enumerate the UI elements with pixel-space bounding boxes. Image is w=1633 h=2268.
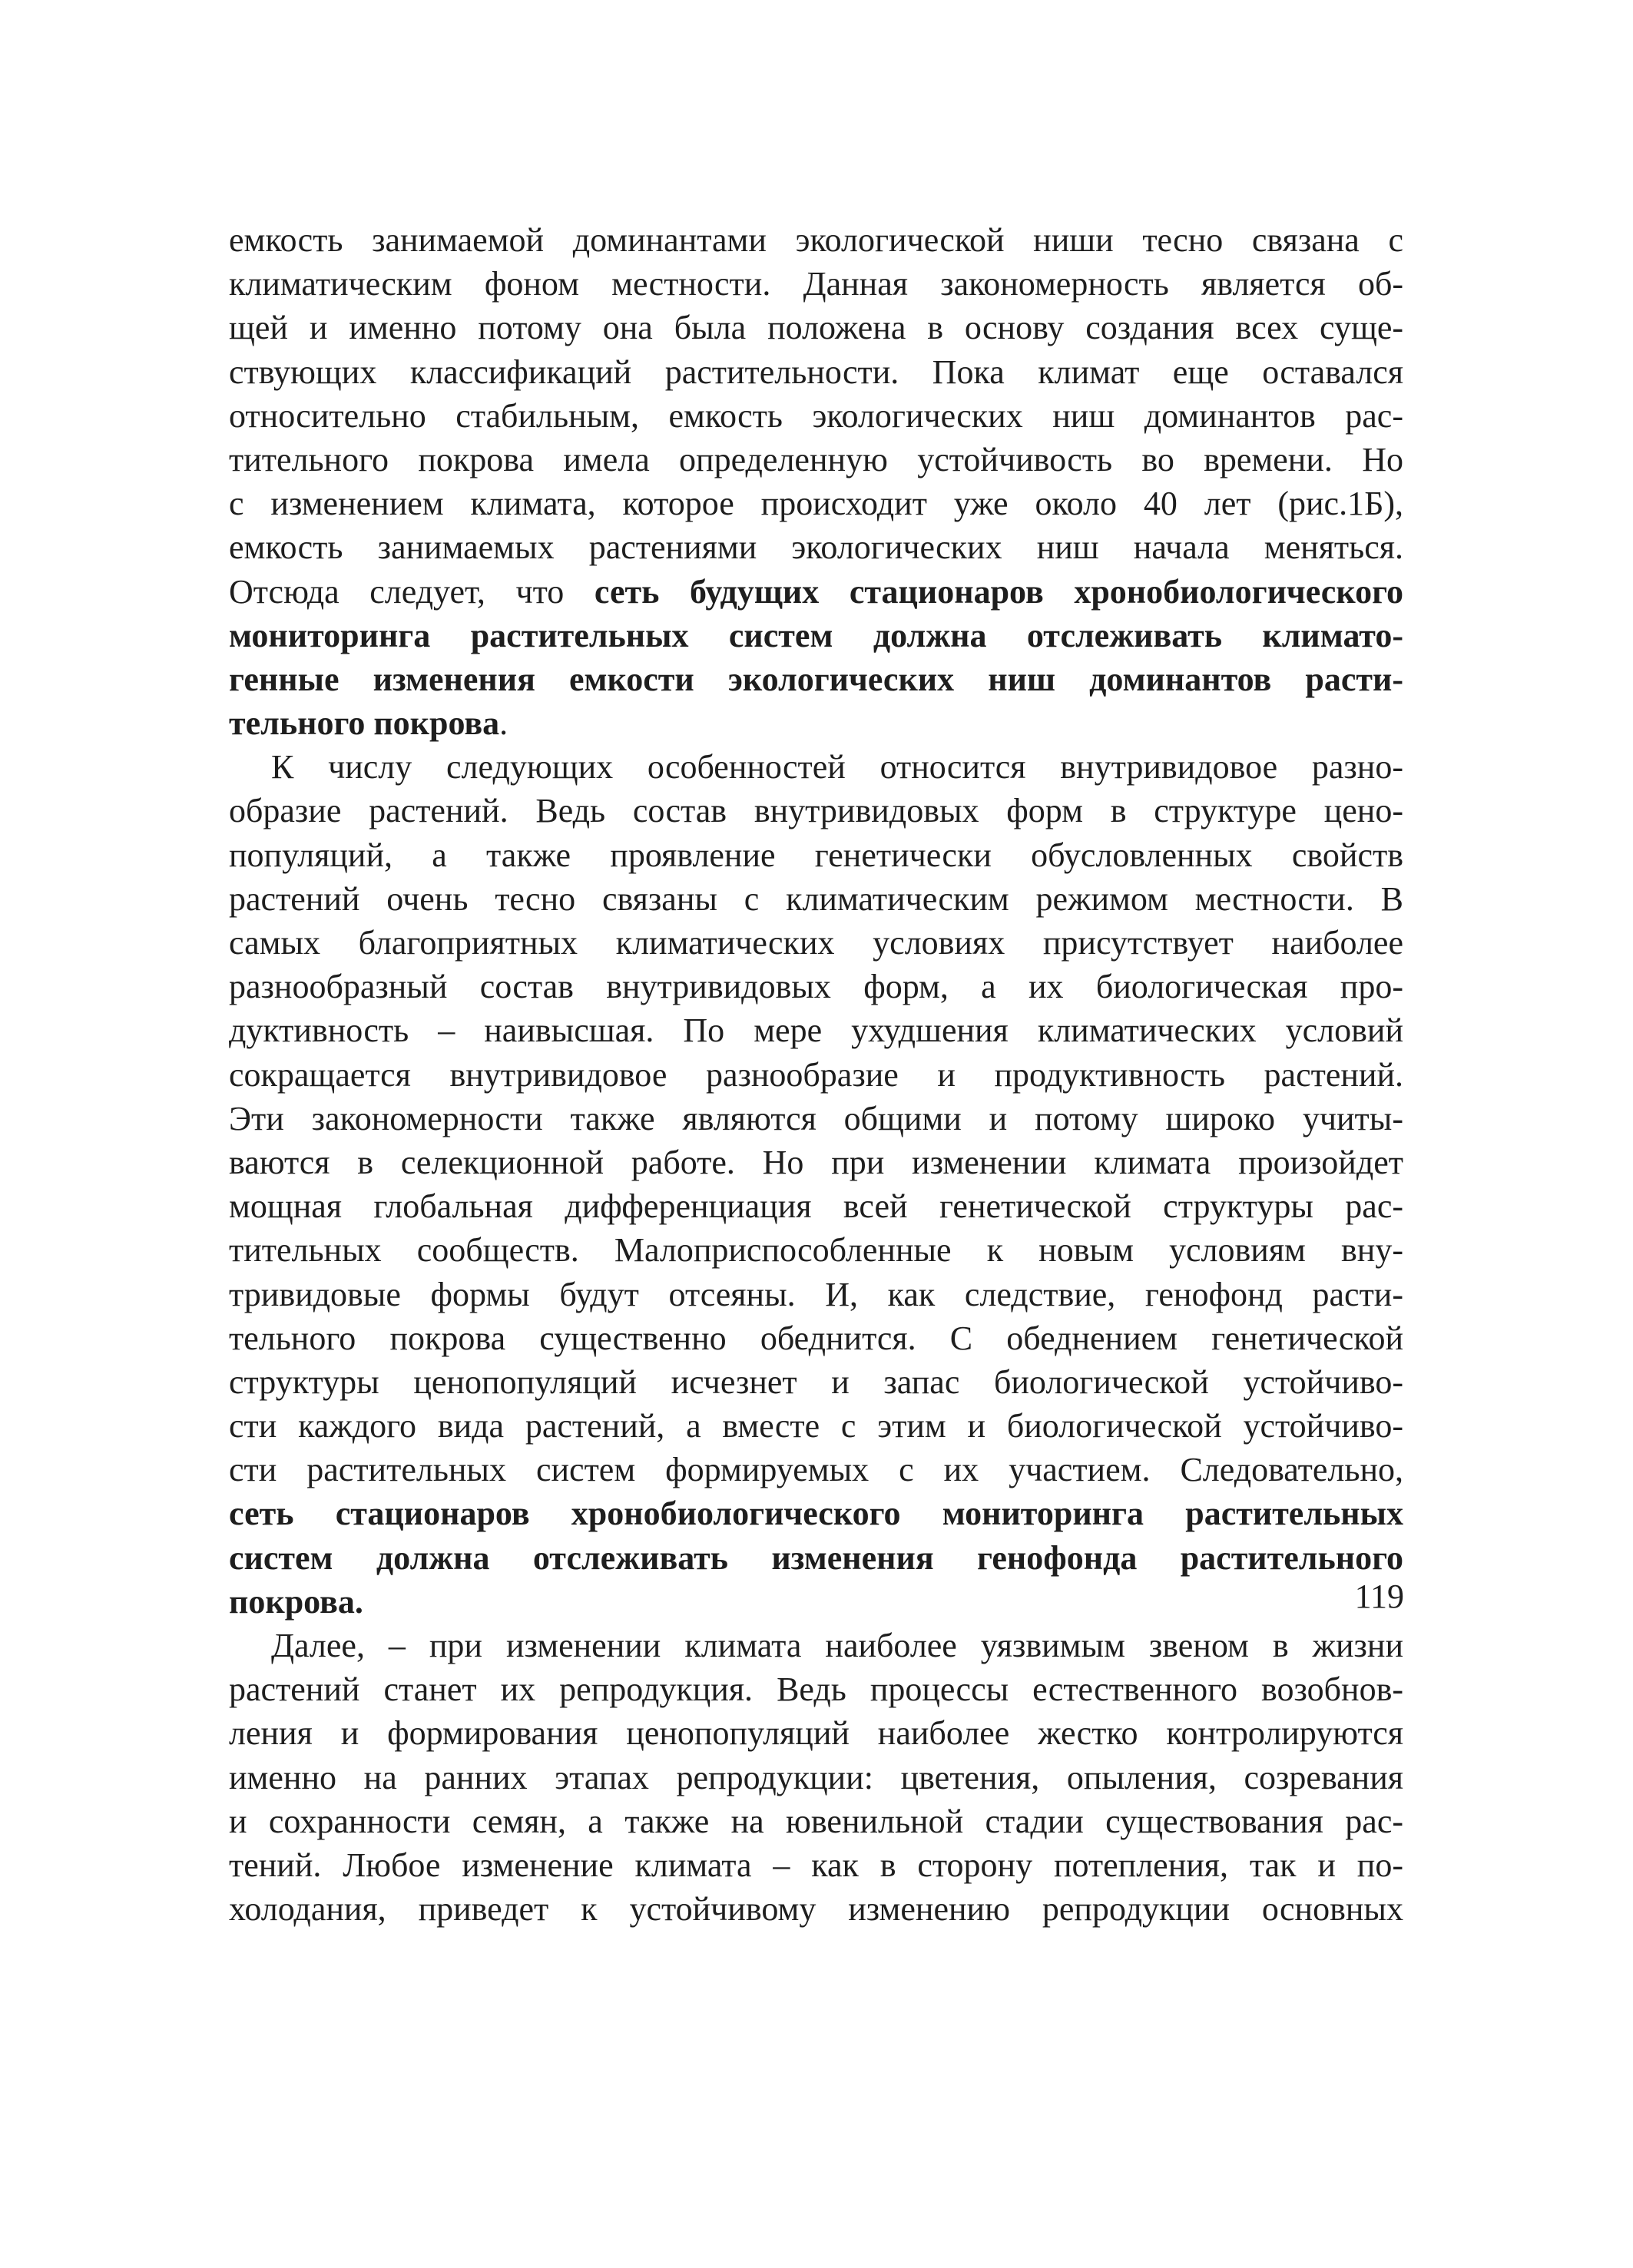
text-line [229,438,1403,482]
text-line [229,1624,1403,1667]
text-run: тений. Любое изменение климата – как в сторону потепления, так и по- [229,1846,1403,1884]
text-line [229,789,1403,833]
text-run: мощная глобальная дифференциация всей генетической структуры рас- [229,1187,1403,1226]
text-line [229,1756,1403,1800]
text-run: именно на ранних этапах репродукции: цветения, опыления, созревания [229,1758,1403,1796]
text-line [229,1316,1403,1360]
text-line [229,657,1403,701]
text-line [229,306,1403,349]
text-run: ствующих классификаций растительности. Пока климат еще оставался [229,353,1403,391]
text-line [229,877,1403,921]
text-line [229,1711,1403,1755]
text-run: структуры ценопопуляций исчезнет и запас биологической устойчиво- [229,1362,1403,1401]
text-run: тривидовые формы будут отсеяны. И, как следствие, генофонд расти- [229,1275,1403,1313]
text-line [229,965,1403,1008]
text-line [229,1360,1403,1404]
text-run: емкость занимаемой доминантами экологической ниши тесно связана с [229,221,1403,259]
text-line [229,1141,1403,1184]
text-run: с изменением климата, которое происходит уже около 40 лет (рис.1Б), [229,485,1403,523]
text-run: тительного покрова имела определенную устойчивость во времени. Но [229,440,1403,478]
text-line [229,1492,1403,1535]
text-line [229,525,1403,569]
text-run: тельного покрова существенно обеднится. С обеднением генетической [229,1319,1403,1357]
text-line [229,1536,1403,1580]
text-run: Далее, – при изменении климата наиболее уязвимым звеном в жизни [271,1627,1403,1664]
text-run: холодания, приведет к устойчивому изменению репродукции основных [229,1890,1403,1929]
text-run: сти растительных систем формируемых с их участием. Следовательно, [229,1451,1403,1489]
text-line [229,701,1403,745]
text-line [229,1273,1403,1316]
text-run: образие растений. Ведь состав внутривидовых форм в структуре цено- [229,792,1403,830]
text-run: и сохранности семян, а также на ювенильной стадии существования рас- [229,1802,1403,1840]
text-run: климатическим фоном местности. Данная закономерность является об- [229,265,1403,303]
text-line [229,614,1403,657]
text-line [229,1053,1403,1097]
page-number: 119 [1354,1578,1404,1615]
text-line [229,1667,1403,1711]
text-run: ваются в селекционной работе. Но при изменении климата произойдет [229,1143,1403,1181]
bold-text-run: сеть стационаров хронобиологического мониторинга растительных [229,1495,1403,1533]
text-line [229,1580,1403,1624]
text-line [229,1097,1403,1141]
text-line [229,1184,1403,1228]
text-line [229,482,1403,525]
paragraph [229,218,1403,745]
text-line [229,1448,1403,1492]
text-run: популяций, а также проявление генетически обусловленных свойств [229,836,1403,874]
bold-text-run: генные изменения емкости экологических ниш доминантов расти- [229,660,1403,698]
text-run: сокращается внутривидовое разнообразие и продуктивность растений. [229,1055,1403,1094]
text-line [229,1228,1403,1272]
text-run: К числу следующих особенностей относится внутривидовое разно- [271,748,1403,786]
bold-text-run: сеть будущих стационаров хронобиологического [594,572,1403,611]
text-line [229,745,1403,789]
text-run: Отсюда следует, что [229,572,595,611]
text-run: емкость занимаемых растениями экологических ниш начала меняться. [229,528,1403,567]
text-line [229,1887,1403,1931]
bold-text-run: тельного покрова [229,704,500,743]
text-run: растений очень тесно связаны с климатическим режимом местности. В [229,879,1403,918]
text-run: Эти закономерности также являются общими и потому широко учиты- [229,1099,1403,1137]
paragraph [229,1624,1403,1931]
text-run: самых благоприятных климатических условиях присутствует наиболее [229,924,1403,962]
text-run: дуктивность – наивысшая. По мере ухудшения климатических условий [229,1011,1403,1050]
bold-text-run: покрова. [229,1582,363,1621]
text-run: щей и именно потому она была положена в основу создания всех суще- [229,309,1403,347]
paragraph [229,745,1403,1624]
bold-text-run: систем должна отслеживать изменения генофонда растительного [229,1538,1403,1577]
text-line [229,921,1403,965]
text-run: растений станет их репродукция. Ведь процессы естественного возобнов- [229,1670,1403,1709]
text-line [229,833,1403,877]
text-line [229,1404,1403,1448]
text-line [229,350,1403,394]
body-text [229,218,1403,1931]
text-run: относительно стабильным, емкость экологических ниш доминантов рас- [229,396,1403,435]
bold-text-run: мониторинга растительных систем должна отслеживать климато- [229,616,1403,654]
text-line [229,1008,1403,1052]
text-line [229,570,1403,614]
text-run: . [499,704,508,743]
text-run: ления и формирования ценопопуляций наиболее жестко контролируются [229,1714,1403,1753]
text-line [229,218,1403,262]
text-run: разнообразный состав внутривидовых форм, а их биологическая про- [229,968,1403,1006]
text-run: тительных сообществ. Малоприспособленные к новым условиям вну- [229,1231,1403,1270]
text-line [229,1843,1403,1887]
text-line [229,1800,1403,1843]
text-line [229,262,1403,306]
text-run: сти каждого вида растений, а вместе с этим и биологической устойчиво- [229,1407,1403,1445]
text-line [229,394,1403,438]
